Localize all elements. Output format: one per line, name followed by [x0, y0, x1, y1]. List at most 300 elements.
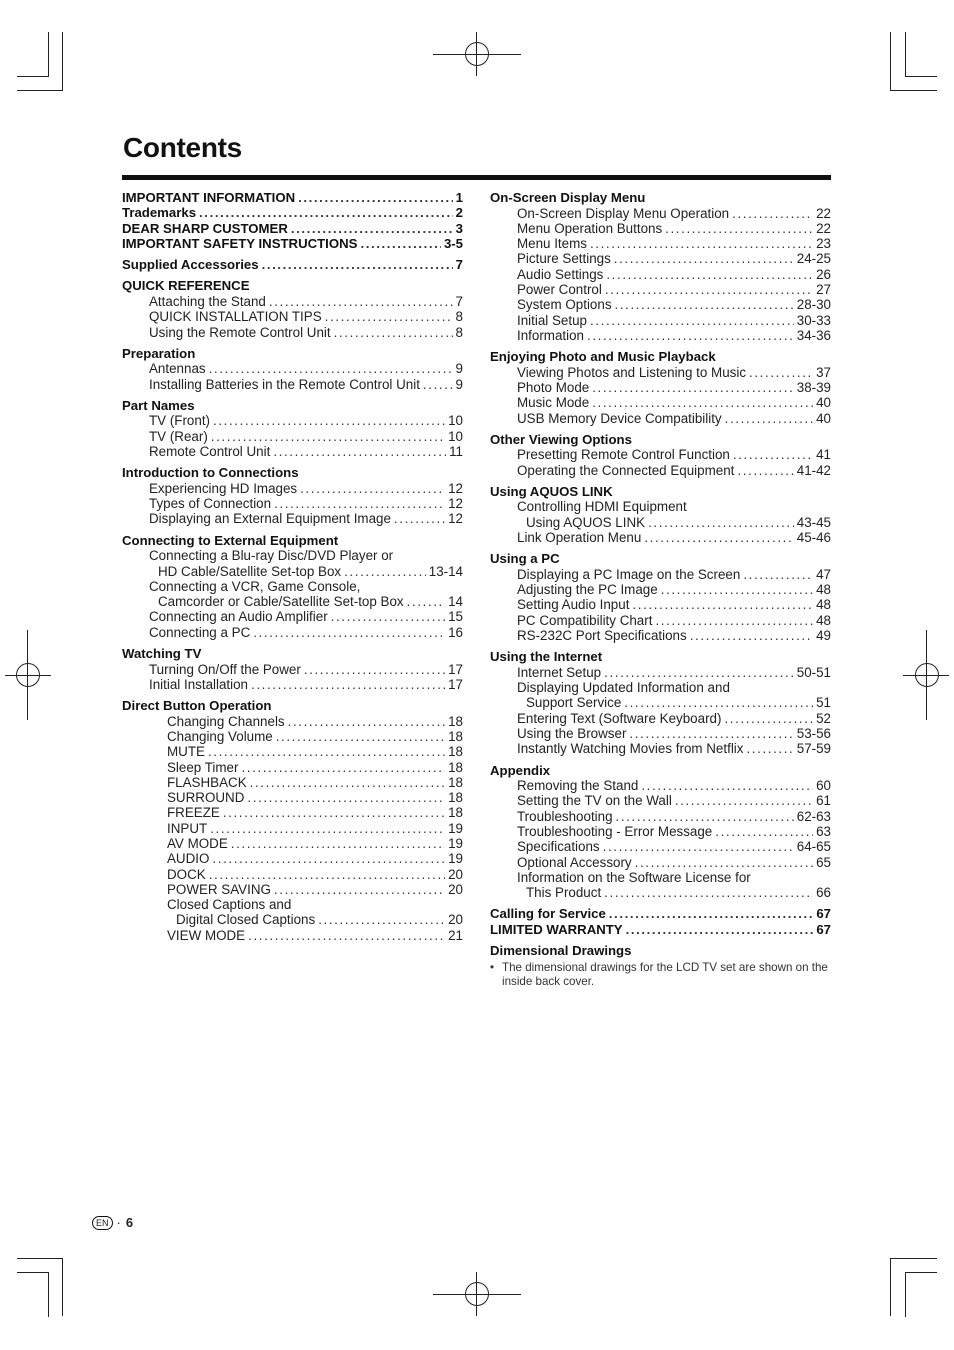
title-rule: [122, 175, 831, 180]
section-heading: Part Names: [122, 397, 195, 413]
entry-page: 9: [455, 361, 463, 377]
entry-page: 22: [816, 205, 831, 221]
toc-section: [122, 398, 463, 459]
dot-leader: [614, 251, 794, 266]
entry-page: 11: [449, 444, 463, 460]
dot-leader: [629, 726, 793, 741]
dot-leader: [298, 190, 453, 205]
entry-title: PC Compatibility Chart: [517, 612, 653, 628]
section-heading: Introduction to Connections: [122, 465, 299, 481]
entry-page: 47: [816, 566, 831, 582]
toc-entry[interactable]: [490, 824, 831, 839]
toc-entry[interactable]: [122, 548, 463, 563]
entry-page: 48: [816, 597, 831, 613]
toc-entry[interactable]: [122, 867, 463, 882]
dot-leader: [635, 855, 813, 870]
entry-page: 7: [455, 293, 463, 309]
page-number: 6: [125, 1215, 134, 1230]
dot-leader: [615, 297, 794, 312]
entry-page: 18: [448, 774, 463, 790]
dot-leader: [334, 325, 453, 340]
section-heading: Using a PC: [490, 551, 560, 567]
entry-title: Audio Settings: [517, 266, 604, 282]
entry-title: This Product: [526, 885, 602, 901]
toc-entry[interactable]: [122, 729, 463, 744]
toc-section: [122, 257, 463, 272]
dot-leader: [304, 662, 445, 677]
entry-title: Connecting a VCR, Game Console,: [149, 578, 361, 594]
entry-page: 10: [448, 413, 463, 429]
toc-entry[interactable]: [122, 496, 463, 511]
entry-title: Menu Items: [517, 236, 587, 252]
toc-left-column: [122, 190, 463, 943]
entry-page: 57-59: [796, 741, 831, 757]
toc-entry[interactable]: [122, 775, 463, 790]
entry-page: 52: [816, 710, 831, 726]
toc-entry[interactable]: [122, 579, 463, 594]
entry-title: Optional Accessory: [517, 854, 632, 870]
toc-entry[interactable]: [490, 695, 831, 710]
entry-page: 49: [816, 628, 831, 644]
toc-entry[interactable]: [122, 429, 463, 444]
entry-title: System Options: [517, 297, 612, 313]
dot-leader: [655, 613, 813, 628]
toc-entry[interactable]: [490, 463, 831, 478]
toc-entry[interactable]: [490, 567, 831, 582]
dot-leader: [360, 236, 441, 251]
toc-entry[interactable]: [122, 912, 463, 927]
toc-section: [490, 763, 831, 901]
toc-entry[interactable]: [490, 855, 831, 870]
dot-leader: [592, 395, 813, 410]
dot-leader: [592, 380, 794, 395]
entry-title: Using the Browser: [517, 726, 627, 742]
entry-title: MUTE: [167, 744, 205, 760]
entry-title: Music Mode: [517, 395, 590, 411]
registration-mark-icon: [16, 663, 40, 687]
dot-leader: [251, 677, 445, 692]
entry-page: 48: [816, 612, 831, 628]
dot-leader: [749, 365, 813, 380]
entry-page: 19: [448, 820, 463, 836]
entry-title: Presetting Remote Control Function: [517, 447, 730, 463]
dot-leader: [733, 447, 813, 462]
entry-title: FLASHBACK: [167, 774, 247, 790]
entry-page: 7: [455, 257, 463, 273]
entry-page: 66: [816, 885, 831, 901]
entry-title: Attaching the Stand: [149, 293, 266, 309]
dot-leader: [209, 361, 453, 376]
toc-entry[interactable]: [122, 790, 463, 805]
registration-mark-icon: [465, 42, 489, 66]
entry-title: Setting the TV on the Wall: [517, 793, 672, 809]
entry-page: 67: [816, 906, 831, 922]
entry-page: 41-42: [796, 462, 831, 478]
toc-entry[interactable]: [490, 328, 831, 343]
toc-entry[interactable]: [490, 870, 831, 885]
dot-leader: [605, 282, 813, 297]
entry-page: 19: [448, 851, 463, 867]
dot-leader: [212, 851, 445, 866]
dot-leader: [213, 413, 445, 428]
toc-entry[interactable]: [122, 377, 463, 392]
toc-entry[interactable]: [490, 885, 831, 900]
toc-entry[interactable]: [490, 665, 831, 680]
entry-page: 18: [448, 728, 463, 744]
toc-entry[interactable]: [122, 205, 463, 220]
toc-entry[interactable]: [122, 511, 463, 526]
entry-page: 16: [448, 624, 463, 640]
dot-leader: [288, 714, 445, 729]
entry-title: USB Memory Device Compatibility: [517, 410, 722, 426]
toc-entry[interactable]: [490, 206, 831, 221]
entry-title: Entering Text (Software Keyboard): [517, 710, 722, 726]
section-heading: Using the Internet: [490, 649, 603, 665]
dot-leader: [624, 695, 813, 710]
toc-entry[interactable]: [490, 628, 831, 643]
toc-entry[interactable]: [122, 564, 463, 579]
toc-entry[interactable]: [122, 805, 463, 820]
entry-page: 18: [448, 713, 463, 729]
entry-title: Remote Control Unit: [149, 444, 271, 460]
toc-entry[interactable]: [122, 413, 463, 428]
toc-entry[interactable]: [490, 267, 831, 282]
entry-page: 62-63: [796, 808, 831, 824]
entry-title: On-Screen Display Menu Operation: [517, 205, 730, 221]
toc-section: [490, 190, 831, 343]
entry-title: Photo Mode: [517, 379, 590, 395]
entry-title: Link Operation Menu: [517, 530, 642, 546]
section-heading: Using AQUOS LINK: [490, 483, 613, 499]
dot-leader: [199, 205, 453, 220]
entry-title: Picture Settings: [517, 251, 611, 267]
toc-entry[interactable]: [122, 594, 463, 609]
toc-section: [122, 646, 463, 692]
toc-entry[interactable]: [490, 680, 831, 695]
toc-entry[interactable]: [122, 257, 463, 272]
dot-leader: [641, 778, 813, 793]
dot-leader: [626, 922, 814, 937]
entry-title: AV MODE: [167, 836, 228, 851]
entry-title: Specifications: [517, 839, 600, 855]
dot-leader: [253, 625, 445, 640]
entry-title: Trademarks: [122, 205, 197, 221]
dot-leader: [250, 775, 445, 790]
dot-leader: [690, 628, 813, 643]
entry-title: Displaying a PC Image on the Screen: [517, 566, 741, 582]
entry-page: 30-33: [796, 312, 831, 328]
toc-entry[interactable]: [490, 313, 831, 328]
toc-entry[interactable]: [490, 297, 831, 312]
toc-entry[interactable]: [490, 793, 831, 808]
dot-leader: [632, 597, 813, 612]
dot-leader: [291, 221, 453, 236]
entry-page: 12: [448, 496, 463, 512]
entry-title: Changing Channels: [167, 713, 285, 729]
entry-title: LIMITED WARRANTY: [490, 921, 623, 937]
dot-leader: [210, 821, 445, 836]
entry-title: INPUT: [167, 820, 208, 836]
entry-title: Operating the Connected Equipment: [517, 462, 735, 478]
toc-entry[interactable]: [490, 365, 831, 380]
entry-page: 28-30: [796, 297, 831, 313]
toc-entry[interactable]: [122, 744, 463, 759]
dot-leader: [300, 481, 445, 496]
toc-entry[interactable]: [122, 325, 463, 340]
entry-title: QUICK INSTALLATION TIPS: [149, 309, 322, 325]
toc-section: [122, 698, 463, 943]
entry-title: HD Cable/Satellite Set-top Box: [158, 563, 342, 579]
entry-title: Types of Connection: [149, 496, 272, 512]
entry-title: Turning On/Off the Power: [149, 661, 301, 677]
page-footer: [92, 1215, 133, 1230]
toc-entry[interactable]: [490, 515, 831, 530]
entry-page: 17: [448, 661, 463, 677]
dot-leader: [269, 294, 453, 309]
toc-entry[interactable]: [490, 726, 831, 741]
entry-page: 63: [816, 824, 831, 839]
toc-entry[interactable]: [122, 897, 463, 912]
entry-title: Antennas: [149, 361, 206, 377]
entry-title: Removing the Stand: [517, 778, 639, 794]
entry-title: Setting Audio Input: [517, 597, 630, 613]
entry-title: Viewing Photos and Listening to Music: [517, 364, 747, 380]
entry-title: Using AQUOS LINK: [526, 514, 646, 530]
entry-title: AUDIO: [167, 851, 210, 867]
entry-page: 41: [816, 447, 831, 463]
entry-page: 64-65: [796, 839, 831, 855]
toc-entry[interactable]: [490, 499, 831, 514]
entry-title: Digital Closed Captions: [176, 912, 316, 928]
dot-leader: [725, 411, 813, 426]
entry-title: Information on the Software License for: [517, 869, 751, 885]
entry-page: 26: [816, 266, 831, 282]
dot-leader: [344, 564, 426, 579]
dot-leader: [665, 221, 813, 236]
entry-page: 12: [448, 511, 463, 527]
toc-entry[interactable]: [490, 282, 831, 297]
toc-entry[interactable]: [490, 809, 831, 824]
toc-entry[interactable]: [122, 309, 463, 324]
toc-entry[interactable]: [122, 677, 463, 692]
toc-entry[interactable]: [122, 851, 463, 866]
dot-leader: [590, 236, 813, 251]
toc-section: [490, 906, 831, 937]
entry-title: Connecting a PC: [149, 624, 251, 640]
dot-leader: [661, 582, 813, 597]
toc-entry[interactable]: [490, 530, 831, 545]
toc-entry[interactable]: [490, 906, 831, 921]
dot-leader: [276, 729, 445, 744]
toc-section: [122, 465, 463, 526]
entry-title: DOCK: [167, 866, 206, 882]
toc-entry[interactable]: [122, 836, 463, 851]
entry-page: 2: [455, 205, 463, 221]
toc-section: [490, 349, 831, 426]
entry-page: 40: [816, 410, 831, 426]
dot-leader: [241, 760, 445, 775]
registration-mark-icon: [465, 1282, 489, 1306]
entry-page: 27: [816, 281, 831, 297]
toc-entry[interactable]: [490, 251, 831, 266]
entry-page: 24-25: [796, 251, 831, 267]
toc-entry[interactable]: [490, 380, 831, 395]
entry-page: 18: [448, 790, 463, 806]
toc-entry[interactable]: [490, 597, 831, 612]
toc-entry[interactable]: [122, 361, 463, 376]
toc-entry[interactable]: [490, 613, 831, 628]
entry-title: Troubleshooting - Error Message: [517, 824, 713, 839]
toc-entry[interactable]: [490, 839, 831, 854]
dot-leader: [423, 377, 453, 392]
entry-page: 3: [455, 220, 463, 236]
toc-entry[interactable]: [122, 294, 463, 309]
entry-page: 20: [448, 866, 463, 882]
entry-title: Camcorder or Cable/Satellite Set-top Box: [158, 594, 404, 610]
entry-page: 20: [448, 912, 463, 928]
entry-page: 8: [455, 324, 463, 340]
entry-title: Troubleshooting: [517, 808, 613, 824]
entry-page: 20: [448, 881, 463, 897]
dot-leader: [644, 530, 793, 545]
entry-title: IMPORTANT INFORMATION: [122, 190, 296, 205]
toc-section: [122, 533, 463, 640]
section-heading: Direct Button Operation: [122, 698, 272, 714]
toc-entry[interactable]: [490, 741, 831, 756]
entry-page: 13-14: [428, 563, 463, 579]
section-note: [490, 961, 831, 989]
entry-title: Power Control: [517, 281, 602, 297]
toc-entry[interactable]: [122, 760, 463, 775]
toc-section: [490, 432, 831, 478]
dot-leader: [223, 805, 445, 820]
dot-leader: [648, 515, 794, 530]
toc-entry[interactable]: [490, 411, 831, 426]
entry-page: 19: [448, 836, 463, 851]
dot-leader: [590, 313, 794, 328]
dot-leader: [606, 267, 813, 282]
entry-page: 48: [816, 582, 831, 598]
entry-title: Sleep Timer: [167, 759, 239, 775]
toc-entry[interactable]: [490, 711, 831, 726]
entry-title: RS-232C Port Specifications: [517, 628, 687, 644]
dot-leader: [603, 839, 794, 854]
toc-right-column: [490, 190, 831, 989]
entry-page: 17: [448, 676, 463, 692]
entry-page: 14: [448, 594, 463, 610]
entry-page: 65: [816, 854, 831, 870]
toc-entry[interactable]: [490, 582, 831, 597]
dot-leader: [394, 511, 445, 526]
entry-title: Information: [517, 327, 584, 343]
entry-page: 18: [448, 744, 463, 760]
entry-title: Initial Installation: [149, 676, 248, 692]
note-text: The dimensional drawings for the LCD TV set are shown on the inside back cover.: [502, 960, 828, 988]
entry-page: 1: [455, 190, 463, 205]
entry-title: Instantly Watching Movies from Netflix: [517, 741, 744, 757]
dot-leader: [732, 206, 813, 221]
dot-leader: [743, 567, 813, 582]
entry-page: 3-5: [443, 235, 463, 251]
entry-title: Connecting a Blu-ray Disc/DVD Player or: [149, 548, 394, 564]
dot-leader: [407, 594, 445, 609]
language-badge: EN: [92, 1216, 113, 1230]
entry-page: 34-36: [796, 327, 831, 343]
entry-title: Supplied Accessories: [122, 257, 259, 273]
section-heading: Watching TV: [122, 646, 202, 662]
toc-section: [490, 484, 831, 545]
dot-leader: [724, 711, 813, 726]
entry-title: Closed Captions and: [167, 897, 292, 913]
toc-entry[interactable]: [122, 609, 463, 624]
toc-entry[interactable]: [122, 714, 463, 729]
toc-entry[interactable]: [490, 922, 831, 937]
toc-section: [122, 346, 463, 392]
dot-leader: [325, 309, 453, 324]
section-heading: Connecting to External Equipment: [122, 532, 339, 548]
entry-page: 18: [448, 805, 463, 821]
toc-entry[interactable]: [490, 447, 831, 462]
section-heading: Dimensional Drawings: [490, 943, 632, 959]
toc-entry[interactable]: [122, 190, 463, 205]
entry-page: 53-56: [796, 726, 831, 742]
entry-title: FREEZE: [167, 805, 220, 821]
entry-title: Using the Remote Control Unit: [149, 324, 331, 340]
toc-entry[interactable]: [490, 395, 831, 410]
entry-page: 12: [448, 480, 463, 496]
registration-mark-icon: [915, 663, 939, 687]
dot-leader: [604, 665, 794, 680]
entry-page: 38-39: [796, 379, 831, 395]
entry-page: 51: [816, 695, 831, 711]
section-heading: Preparation: [122, 345, 196, 361]
entry-title: Connecting an Audio Amplifier: [149, 609, 328, 625]
entry-page: 45-46: [796, 530, 831, 546]
entry-page: 15: [448, 609, 463, 625]
entry-page: 21: [448, 927, 463, 943]
entry-page: 23: [816, 236, 831, 252]
entry-title: Adjusting the PC Image: [517, 582, 658, 598]
entry-title: Internet Setup: [517, 664, 602, 680]
dot-leader: [715, 824, 813, 839]
dot-leader: [211, 429, 445, 444]
toc-entry[interactable]: [122, 821, 463, 836]
toc-entry[interactable]: [122, 662, 463, 677]
footer-separator: ·: [116, 1215, 121, 1230]
section-heading: Other Viewing Options: [490, 431, 632, 447]
entry-page: 37: [816, 364, 831, 380]
dot-leader: [274, 496, 445, 511]
entry-page: 18: [448, 759, 463, 775]
entry-title: Menu Operation Buttons: [517, 220, 663, 236]
toc-entry[interactable]: [490, 236, 831, 251]
entry-title: Changing Volume: [167, 728, 273, 744]
toc-entry[interactable]: [122, 928, 463, 943]
toc-entry[interactable]: [490, 778, 831, 793]
toc-entry[interactable]: [122, 221, 463, 236]
toc-entry[interactable]: [122, 625, 463, 640]
toc-entry[interactable]: [122, 481, 463, 496]
entry-title: VIEW MODE: [167, 927, 246, 943]
toc-entry[interactable]: [122, 236, 463, 251]
dot-leader: [675, 793, 813, 808]
entry-title: Displaying Updated Information and: [517, 680, 730, 696]
toc-entry[interactable]: [122, 882, 463, 897]
toc-entry[interactable]: [490, 221, 831, 236]
toc-entry[interactable]: [122, 444, 463, 459]
entry-title: Controlling HDMI Equipment: [517, 499, 687, 515]
entry-page: 8: [455, 309, 463, 325]
